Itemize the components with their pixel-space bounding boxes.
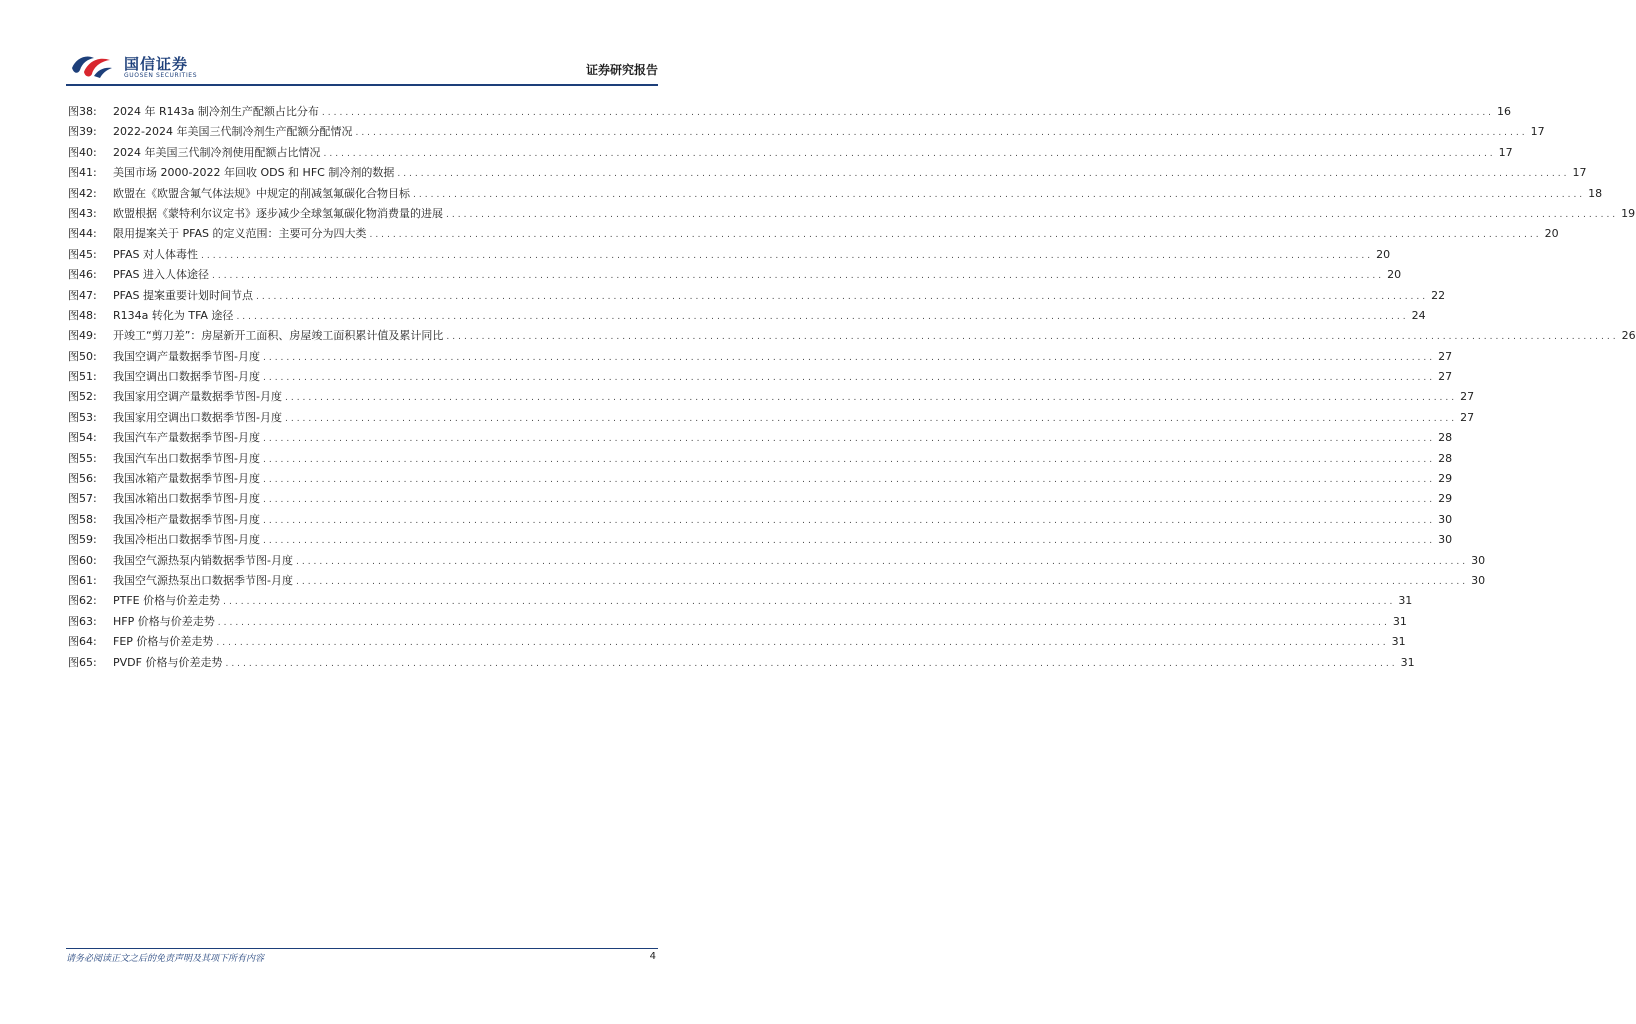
toc-figure-number: 图53: [68, 410, 97, 424]
toc-dot-leader: ........................................................................................................................................................................................................ [217, 617, 1390, 628]
toc-dot-leader: ........................................................................................................................................................................................................ [262, 495, 1436, 506]
toc-entry[interactable] [68, 449, 1453, 469]
toc-entry[interactable] [68, 163, 1587, 183]
toc-page-number: 18 [1588, 186, 1603, 200]
toc-page-number: 20 [1387, 268, 1402, 282]
toc-figure-title: 我国家用空调出口数据季节图-月度 [113, 410, 282, 424]
toc-page-number: 17 [1498, 145, 1513, 159]
toc-dot-leader: ........................................................................................................................................................................................................ [200, 250, 1374, 261]
toc-entry[interactable] [68, 387, 1475, 407]
toc-dot-leader: ........................................................................................................................................................................................................ [295, 576, 1469, 587]
toc-figure-title: 我国空气源热泵内销数据季节图-月度 [113, 553, 293, 567]
toc-dot-leader: ........................................................................................................................................................................................................ [262, 536, 1436, 547]
toc-figure-number: 图65: [68, 655, 97, 669]
toc-dot-leader: ........................................................................................................................................................................................................ [225, 658, 1398, 669]
toc-page-number: 27 [1438, 349, 1453, 363]
toc-figure-title: PTFE 价格与价差走势 [113, 594, 221, 608]
toc-entry[interactable] [68, 469, 1453, 489]
toc-entry[interactable] [68, 489, 1453, 509]
toc-figure-number: 图57: [68, 492, 97, 506]
toc-page-number: 29 [1438, 492, 1453, 506]
toc-entry[interactable] [68, 591, 1413, 611]
toc-figure-number: 图58: [68, 512, 97, 526]
toc-page-number: 31 [1398, 594, 1413, 608]
toc-page-number: 20 [1376, 247, 1391, 261]
toc-entry[interactable] [68, 428, 1453, 448]
toc-dot-leader: ........................................................................................................................................................................................................ [262, 352, 1436, 363]
toc-dot-leader: ........................................................................................................................................................................................................ [262, 515, 1436, 526]
toc-dot-leader: ........................................................................................................................................................................................................ [211, 271, 1385, 282]
toc-page-number: 30 [1471, 553, 1486, 567]
toc-entry[interactable] [68, 102, 1512, 122]
toc-entry[interactable] [68, 245, 1391, 265]
toc-figure-number: 图52: [68, 390, 97, 404]
toc-dot-leader: ........................................................................................................................................................................................................ [284, 413, 1458, 424]
toc-figure-title: 开竣工“剪刀差”：房屋新开工面积、房屋竣工面积累计值及累计同比 [113, 329, 444, 343]
toc-page-number: 30 [1438, 512, 1453, 526]
toc-figure-title: PFAS 进入人体途径 [113, 268, 209, 282]
toc-dot-leader: ........................................................................................................................................................................................................ [236, 311, 1409, 322]
toc-entry[interactable] [68, 551, 1486, 571]
toc-figure-number: 图61: [68, 573, 97, 587]
toc-figure-title: HFP 价格与价差走势 [113, 614, 215, 628]
toc-dot-leader: ........................................................................................................................................................................................................ [284, 393, 1458, 404]
toc-figure-title: 我国汽车出口数据季节图-月度 [113, 451, 260, 465]
page-number: 4 [649, 951, 656, 962]
figure-list [68, 102, 1636, 673]
toc-figure-title: 我国冷柜产量数据季节图-月度 [113, 512, 260, 526]
toc-figure-title: PFAS 对人体毒性 [113, 247, 198, 261]
toc-figure-number: 图59: [68, 533, 97, 547]
toc-figure-number: 图41: [68, 166, 97, 180]
toc-figure-number: 图54: [68, 431, 97, 445]
toc-dot-leader: ........................................................................................................................................................................................................ [413, 189, 1586, 200]
toc-entry[interactable] [68, 224, 1559, 244]
toc-page-number: 30 [1438, 533, 1453, 547]
toc-figure-title: 我国汽车产量数据季节图-月度 [113, 431, 260, 445]
report-type-label: 证券研究报告 [585, 63, 658, 77]
toc-page-number: 24 [1411, 308, 1426, 322]
toc-entry[interactable] [68, 408, 1475, 428]
toc-figure-number: 图56: [68, 472, 97, 486]
toc-figure-title: 我国空调产量数据季节图-月度 [113, 349, 260, 363]
toc-entry[interactable] [68, 204, 1636, 224]
toc-entry[interactable] [68, 571, 1486, 591]
toc-dot-leader: ........................................................................................................................................................................................................ [216, 638, 1389, 649]
toc-figure-number: 图60: [68, 553, 97, 567]
page-header [66, 48, 658, 84]
toc-dot-leader: ........................................................................................................................................................................................................ [223, 597, 1396, 608]
toc-figure-title: 2022-2024 年美国三代制冷剂生产配额分配情况 [113, 125, 353, 139]
toc-dot-leader: ........................................................................................................................................................................................................ [262, 373, 1436, 384]
toc-figure-number: 图47: [68, 288, 97, 302]
toc-page-number: 17 [1572, 166, 1587, 180]
logo-chinese-name: 国信证券 [124, 55, 189, 73]
toc-entry[interactable] [68, 653, 1415, 673]
footer-divider [66, 948, 658, 949]
toc-dot-leader: ........................................................................................................................................................................................................ [262, 434, 1436, 445]
toc-figure-number: 图43: [68, 206, 97, 220]
toc-page-number: 29 [1438, 472, 1453, 486]
toc-page-number: 17 [1530, 125, 1545, 139]
toc-figure-title: 美国市场 2000-2022 年回收 ODS 和 HFC 制冷剂的数据 [113, 166, 395, 180]
toc-page-number: 28 [1438, 451, 1453, 465]
toc-figure-title: 欧盟根据《蒙特利尔议定书》逐步减少全球氢氟碳化物消费量的进展 [113, 206, 443, 220]
toc-figure-number: 图63: [68, 614, 97, 628]
toc-page-number: 26 [1621, 329, 1636, 343]
toc-dot-leader: ........................................................................................................................................................................................................ [262, 475, 1436, 486]
toc-entry[interactable] [68, 143, 1513, 163]
toc-figure-number: 图38: [68, 105, 97, 118]
toc-dot-leader: ........................................................................................................................................................................................................ [355, 128, 1528, 139]
toc-figure-number: 图40: [68, 145, 97, 159]
toc-figure-title: 我国家用空调产量数据季节图-月度 [113, 390, 282, 404]
toc-figure-title: PVDF 价格与价差走势 [113, 655, 223, 669]
guosen-logo-icon [70, 50, 114, 80]
toc-entry[interactable] [68, 347, 1453, 367]
toc-entry[interactable] [68, 367, 1453, 387]
guosen-logo [66, 48, 226, 84]
toc-page-number: 16 [1497, 105, 1512, 118]
logo-english-name: GUOSEN SECURITIES [124, 72, 198, 79]
toc-dot-leader: ........................................................................................................................................................................................................ [397, 169, 1570, 180]
toc-figure-title: 限用提案关于 PFAS 的定义范围：主要可分为四大类 [113, 227, 367, 241]
toc-page-number: 27 [1460, 410, 1475, 424]
toc-page-number: 30 [1471, 573, 1486, 587]
toc-dot-leader: ........................................................................................................................................................................................................ [369, 230, 1542, 241]
toc-entry[interactable] [68, 286, 1446, 306]
toc-figure-title: 我国冰箱产量数据季节图-月度 [113, 472, 260, 486]
toc-figure-number: 图62: [68, 594, 97, 608]
toc-dot-leader: ........................................................................................................................................................................................................ [255, 291, 1429, 302]
toc-entry[interactable] [68, 632, 1406, 652]
toc-dot-leader: ........................................................................................................................................................................................................ [295, 556, 1469, 567]
toc-entry[interactable] [68, 306, 1426, 326]
toc-figure-title: R134a 转化为 TFA 途径 [113, 308, 234, 322]
toc-entry[interactable] [68, 265, 1402, 285]
toc-entry[interactable] [68, 122, 1545, 142]
toc-entry[interactable] [68, 510, 1453, 530]
toc-page-number: 31 [1391, 635, 1406, 649]
toc-dot-leader: ........................................................................................................................................................................................................ [262, 454, 1436, 465]
toc-figure-number: 图45: [68, 247, 97, 261]
toc-figure-number: 图48: [68, 308, 97, 322]
toc-dot-leader: ........................................................................................................................................................................................................ [321, 108, 1495, 118]
toc-figure-title: 我国空调出口数据季节图-月度 [113, 370, 260, 384]
toc-entry[interactable] [68, 184, 1603, 204]
toc-figure-title: 2024 年美国三代制冷剂使用配额占比情况 [113, 145, 321, 159]
toc-page-number: 19 [1621, 206, 1636, 220]
toc-figure-number: 图44: [68, 227, 97, 241]
toc-figure-number: 图46: [68, 268, 97, 282]
toc-figure-number: 图51: [68, 370, 97, 384]
toc-dot-leader: ........................................................................................................................................................................................................ [323, 148, 1496, 159]
toc-figure-number: 图55: [68, 451, 97, 465]
toc-dot-leader: ........................................................................................................................................................................................................ [446, 209, 1619, 220]
toc-figure-title: 欧盟在《欧盟含氟气体法规》中规定的削减氢氟碳化合物目标 [113, 186, 410, 200]
toc-figure-number: 图50: [68, 349, 97, 363]
toc-entry[interactable] [68, 326, 1636, 346]
toc-entry[interactable] [68, 612, 1407, 632]
toc-figure-title: FEP 价格与价差走势 [113, 635, 214, 649]
toc-figure-title: PFAS 提案重要计划时间节点 [113, 288, 253, 302]
toc-page-number: 27 [1438, 370, 1453, 384]
toc-dot-leader: ........................................................................................................................................................................................................ [446, 332, 1619, 343]
toc-page-number: 28 [1438, 431, 1453, 445]
toc-figure-title: 我国空气源热泵出口数据季节图-月度 [113, 573, 293, 587]
disclaimer-note: 请务必阅读正文之后的免责声明及其项下所有内容 [66, 954, 265, 964]
toc-figure-number: 图39: [68, 125, 97, 139]
toc-figure-number: 图49: [68, 329, 97, 343]
toc-figure-title: 2024 年 R143a 制冷剂生产配额占比分布 [113, 105, 319, 118]
toc-figure-number: 图42: [68, 186, 97, 200]
header-divider [66, 84, 658, 86]
toc-page-number: 20 [1544, 227, 1559, 241]
toc-figure-title: 我国冷柜出口数据季节图-月度 [113, 533, 260, 547]
toc-entry[interactable] [68, 530, 1453, 550]
toc-figure-title: 我国冰箱出口数据季节图-月度 [113, 492, 260, 506]
toc-page-number: 31 [1400, 655, 1415, 669]
toc-page-number: 22 [1431, 288, 1446, 302]
toc-page-number: 27 [1460, 390, 1475, 404]
toc-page-number: 31 [1392, 614, 1407, 628]
toc-figure-number: 图64: [68, 635, 97, 649]
